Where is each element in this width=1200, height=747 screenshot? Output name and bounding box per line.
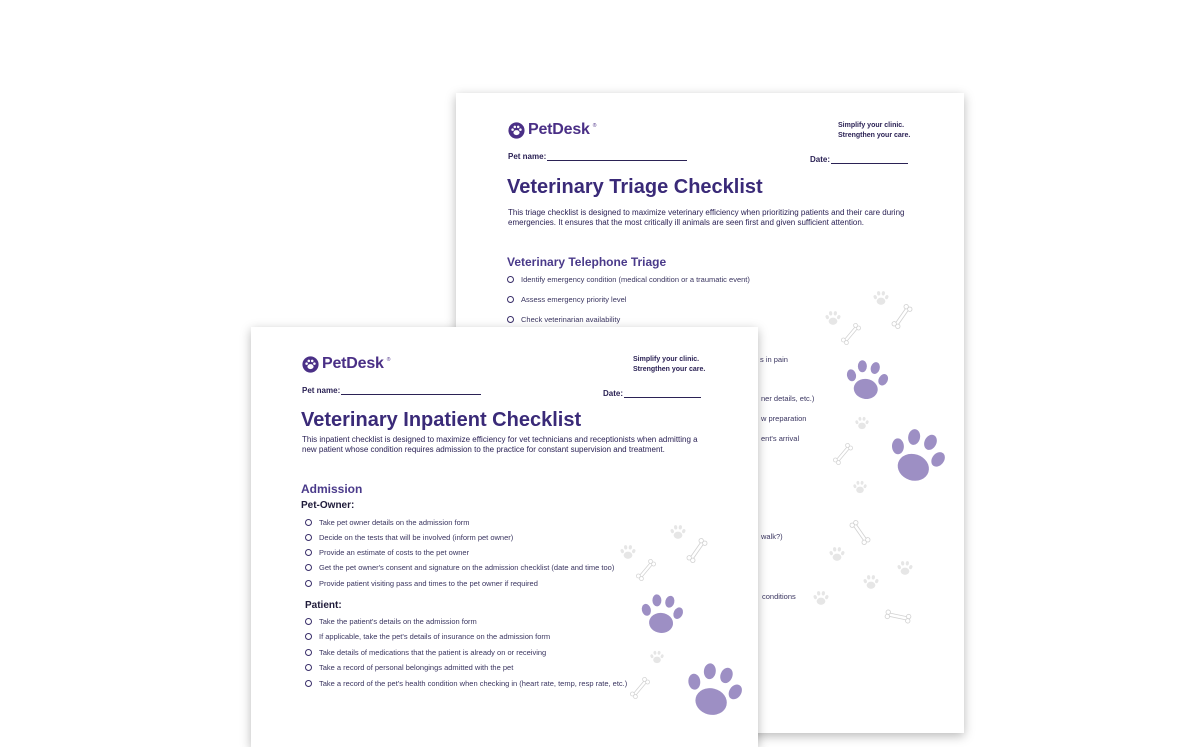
dog-bone-icon: [839, 321, 863, 347]
checkbox-circle-icon[interactable]: [305, 618, 312, 625]
partially-hidden-text: ent's arrival: [761, 434, 800, 443]
dog-bone-icon: [684, 536, 709, 565]
checklist-item[interactable]: Get the pet owner's consent and signature on the admission checklist (date and time too): [305, 563, 614, 572]
brand-tagline: [838, 121, 910, 141]
date-label: Date:: [810, 155, 831, 164]
paw-print-icon: [674, 650, 754, 730]
partially-hidden-text: conditions: [762, 592, 796, 601]
checklist-item[interactable]: Take details of medications that the patient is already on or receiving: [305, 648, 546, 657]
paw-print-icon: [619, 543, 637, 561]
paw-print-icon: [649, 649, 665, 665]
paw-logo-icon: [302, 356, 319, 373]
checklist-item[interactable]: Provide an estimate of costs to the pet owner: [305, 548, 469, 557]
pet-name-field: [508, 151, 687, 161]
document-title: Veterinary Triage Checklist: [507, 176, 763, 198]
checklist-item[interactable]: Identify emergency condition (medical condition or a traumatic event): [507, 275, 750, 284]
pet-name-field: [302, 385, 481, 395]
pet-name-line[interactable]: [547, 151, 687, 161]
paw-print-icon: [824, 309, 842, 327]
checkbox-circle-icon[interactable]: [305, 549, 312, 556]
partially-hidden-text: walk?): [761, 532, 783, 541]
checklist-item[interactable]: Take the patient's details on the admission form: [305, 617, 477, 626]
checklist-item[interactable]: Decide on the tests that will be involved (inform pet owner): [305, 533, 513, 542]
checkbox-circle-icon[interactable]: [507, 316, 514, 323]
paw-print-icon: [875, 414, 958, 497]
paw-print-icon: [635, 587, 690, 642]
paw-print-icon: [862, 573, 880, 591]
date-line[interactable]: [831, 154, 908, 164]
pet-name-label: Pet name:: [508, 152, 547, 161]
paw-logo-icon: [508, 122, 525, 139]
tagline-line-2: Strengthen your care.: [633, 366, 706, 373]
partially-hidden-text: w preparation: [761, 414, 807, 423]
section-title: Veterinary Telephone Triage: [507, 255, 667, 269]
dog-bone-icon: [634, 557, 658, 583]
dog-bone-icon: [847, 518, 872, 547]
checkbox-circle-icon[interactable]: [305, 580, 312, 587]
paw-print-icon: [852, 479, 868, 495]
intro-paragraph: This triage checklist is designed to maximize veterinary efficiency when prioritizing patients and their care during emergencies. It ensures that the most critically ill animals are seen first and given sufficient attention.: [508, 208, 905, 227]
section-title: Admission: [301, 482, 363, 496]
partially-hidden-text: ner details, etc.): [761, 394, 815, 403]
brand-logo: PetDesk ®: [302, 355, 390, 373]
checkbox-circle-icon[interactable]: [305, 519, 312, 526]
intro-paragraph: This inpatient checklist is designed to maximize efficiency for vet technicians and receptionists when admitting a new patient whose condition requires admission to the practice for constant supervision and treatment.: [302, 435, 698, 454]
date-field: [603, 388, 701, 398]
checklist-item[interactable]: If applicable, take the pet's details of insurance on the admission form: [305, 632, 550, 641]
brand-name: PetDesk: [528, 121, 590, 138]
paw-print-icon: [812, 589, 830, 607]
checkbox-circle-icon[interactable]: [305, 534, 312, 541]
checklist-item[interactable]: Take a record of the pet's health condition when checking in (heart rate, temp, resp rate, etc.): [305, 679, 649, 688]
pet-name-label: Pet name:: [302, 386, 341, 395]
checklist-item[interactable]: Take pet owner details on the admission form: [305, 518, 470, 527]
partially-hidden-text: s in pain: [760, 355, 788, 364]
paw-print-icon: [839, 352, 895, 408]
pet-name-line[interactable]: [341, 385, 481, 395]
checkbox-circle-icon[interactable]: [305, 633, 312, 640]
tagline-line-1: Simplify your clinic.: [633, 356, 700, 363]
checkbox-circle-icon[interactable]: [507, 296, 514, 303]
paw-print-icon: [854, 415, 870, 431]
brand-tagline: [633, 355, 705, 375]
checkbox-circle-icon[interactable]: [305, 649, 312, 656]
patient-heading: Patient:: [305, 600, 342, 611]
dog-bone-icon: [883, 608, 913, 625]
date-line[interactable]: [624, 388, 701, 398]
paw-print-icon: [669, 523, 687, 541]
dog-bone-icon: [889, 302, 914, 331]
paw-print-icon: [896, 559, 914, 577]
checklist-item[interactable]: Take a record of personal belongings admitted with the pet: [305, 663, 513, 672]
tagline-line-2: Strengthen your care.: [838, 132, 911, 139]
date-label: Date:: [603, 389, 624, 398]
date-field: [810, 154, 908, 164]
brand-logo: PetDesk ®: [508, 121, 596, 139]
tagline-line-1: Simplify your clinic.: [838, 122, 905, 129]
checklist-item[interactable]: Check veterinarian availability: [507, 315, 620, 324]
inpatient-checklist-document: [251, 327, 758, 747]
paw-print-icon: [872, 289, 890, 307]
checkbox-circle-icon[interactable]: [305, 680, 312, 687]
brand-name: PetDesk: [322, 355, 384, 372]
document-title: Veterinary Inpatient Checklist: [301, 409, 582, 431]
paw-print-icon: [828, 545, 846, 563]
owner-heading: Pet-Owner:: [301, 500, 355, 511]
checkbox-circle-icon[interactable]: [507, 276, 514, 283]
checkbox-circle-icon[interactable]: [305, 564, 312, 571]
checklist-item[interactable]: Provide patient visiting pass and times to the pet owner if required: [305, 579, 538, 588]
checkbox-circle-icon[interactable]: [305, 664, 312, 671]
checklist-item[interactable]: Assess emergency priority level: [507, 295, 626, 304]
dog-bone-icon: [831, 441, 855, 467]
